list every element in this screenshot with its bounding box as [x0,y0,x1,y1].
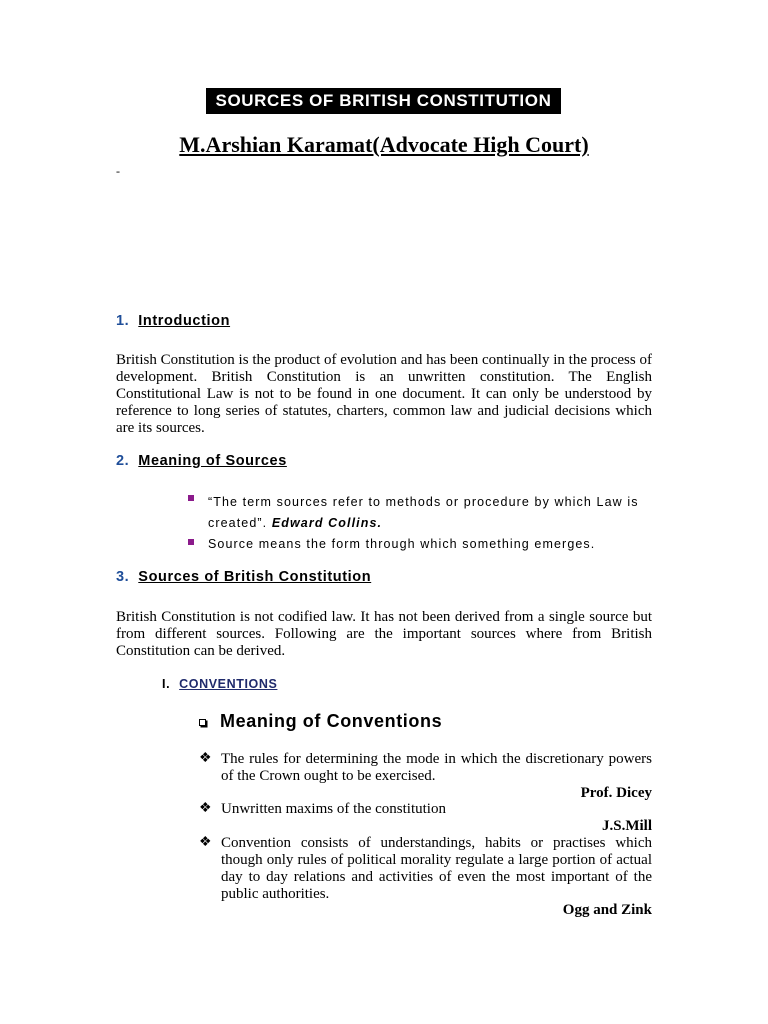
meaning-of-conventions-heading: Meaning of Conventions [220,711,443,731]
quote-author: Edward Collins. [271,516,383,530]
attribution-mill: J.S.Mill [601,818,652,834]
section-heading-sources-of-british-constitution [116,569,371,585]
bullet-definition-form: Source means the form through which something emerges. [208,537,596,551]
author-line: M.Arshian Karamat(Advocate High Court) [179,132,589,157]
section-title: Sources of British Constitution [138,569,372,585]
square-bullet-icon [188,539,194,545]
quote-text: “The term sources refer to methods or procedure by which Law is created”. [208,495,639,530]
attribution-dicey: Prof. Dicey [580,785,652,801]
section-number: 3. [116,569,130,585]
bullet-definition-collins [208,492,648,534]
section-title: Meaning of Sources [138,453,287,469]
section-number: 1. [116,313,130,329]
definition-mill: Unwritten maxims of the constitution [221,801,446,817]
section-title: Introduction [138,313,231,329]
roman-numeral: I. [162,677,171,691]
four-diamond-bullet-icon: ❖ [199,801,212,816]
subsection-conventions [162,677,277,691]
document-title: SOURCES OF BRITISH CONSTITUTION [206,88,561,114]
four-diamond-bullet-icon: ❖ [199,835,212,850]
stray-dash: - [116,164,120,178]
attribution-ogg-zink: Ogg and Zink [562,902,652,918]
subsection-label: CONVENTIONS [179,677,278,691]
introduction-paragraph: British Constitution is the product of evolution and has been continually in the process of development. British Constitution is an unwritten constitution. The English Constitutional Law is not to be found in one document. It can only be understood by reference to long series of statutes, charters, common law and judicial decisions which are its sources. [116,352,652,436]
definition-dicey: The rules for determining the mode in which the discretionary powers of the Crown ought to be exercised. [221,751,652,784]
four-diamond-bullet-icon: ❖ [199,751,212,766]
square-bullet-icon [188,495,194,501]
definition-ogg-zink: Convention consists of understandings, habits or practises which though only rules of political morality regulate a large portion of actual day to day relations and activities of even the most important of the public authorities. [221,835,652,902]
checkbox-bullet-icon [199,719,206,726]
sources-paragraph: British Constitution is not codified law. It has not been derived from a single source but from different sources. Following are the important sources where from British Constitution can be derived. [116,609,652,659]
section-heading-introduction [116,313,230,329]
section-heading-meaning-of-sources [116,453,287,469]
section-number: 2. [116,453,130,469]
